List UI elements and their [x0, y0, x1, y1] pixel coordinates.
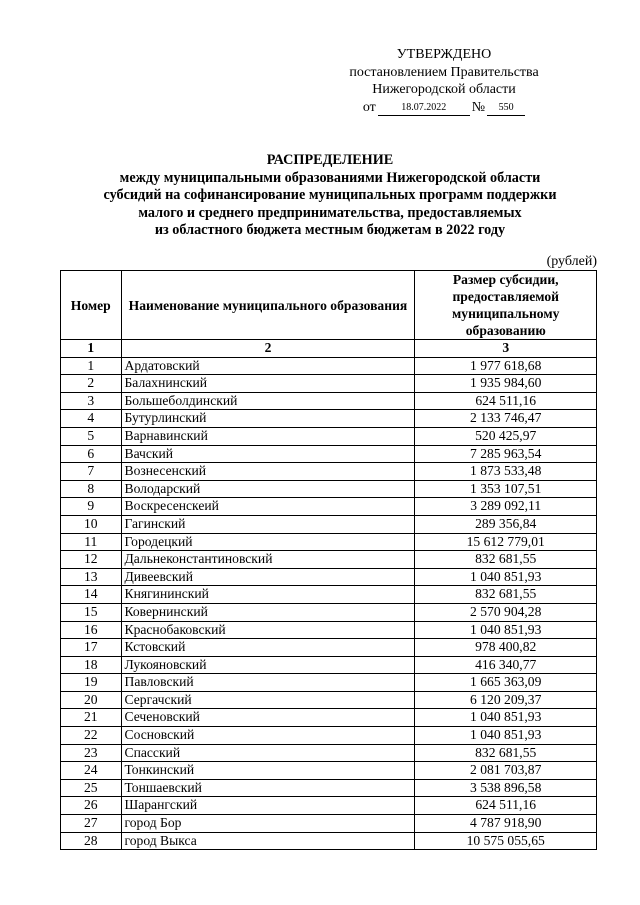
row-name: Сергачский	[121, 691, 415, 709]
table-row	[61, 375, 597, 393]
table-row	[61, 691, 597, 709]
row-number: 21	[61, 709, 122, 727]
title-line-1: РАСПРЕДЕЛЕНИЕ	[266, 152, 394, 168]
table-body	[61, 340, 597, 850]
row-number: 23	[61, 744, 122, 762]
table-row	[61, 445, 597, 463]
row-name: Павловский	[121, 674, 415, 692]
row-number: 8	[61, 480, 122, 498]
row-amount: 10 575 055,65	[415, 832, 597, 850]
column-number-row	[61, 340, 597, 358]
row-name: Бутурлинский	[121, 410, 415, 428]
row-number: 11	[61, 533, 122, 551]
row-name: Спасский	[121, 744, 415, 762]
table-row	[61, 392, 597, 410]
row-name: Ардатовский	[121, 357, 415, 375]
row-number: 28	[61, 832, 122, 850]
title-line-4: малого и среднего предпринимательства, предоставляемых	[138, 204, 522, 221]
column-number-2: 2	[121, 340, 415, 358]
row-number: 1	[61, 357, 122, 375]
row-number: 17	[61, 639, 122, 657]
row-amount: 1 040 851,93	[415, 727, 597, 745]
table-header-row	[61, 271, 597, 340]
table-row	[61, 779, 597, 797]
row-name: Большеболдинский	[121, 392, 415, 410]
row-amount: 832 681,55	[415, 551, 597, 569]
row-name: Балахнинский	[121, 375, 415, 393]
from-label: от	[362, 99, 376, 115]
header-name: Наименование муниципального образования	[121, 271, 415, 340]
title-line-3: субсидий на софинансирование муниципальных программ поддержки	[103, 187, 557, 204]
row-number: 13	[61, 568, 122, 586]
row-number: 19	[61, 674, 122, 692]
table-row	[61, 674, 597, 692]
row-number: 14	[61, 586, 122, 604]
row-number: 15	[61, 603, 122, 621]
row-name: Варнавинский	[121, 427, 415, 445]
row-amount: 7 285 963,54	[415, 445, 597, 463]
row-amount: 3 538 896,58	[415, 779, 597, 797]
table-row	[61, 603, 597, 621]
approval-number: 550	[487, 102, 525, 116]
table-row	[61, 586, 597, 604]
table-row	[61, 410, 597, 428]
row-number: 22	[61, 727, 122, 745]
row-name: Кстовский	[121, 639, 415, 657]
number-label: №	[471, 99, 486, 115]
row-name: Краснобаковский	[121, 621, 415, 639]
table-row	[61, 480, 597, 498]
row-name: Шарангский	[121, 797, 415, 815]
table-row	[61, 621, 597, 639]
row-amount: 6 120 209,37	[415, 691, 597, 709]
row-amount: 624 511,16	[415, 392, 597, 410]
row-name: Тонкинский	[121, 762, 415, 780]
row-number: 27	[61, 815, 122, 833]
row-number: 2	[61, 375, 122, 393]
row-name: Дивеевский	[121, 568, 415, 586]
column-number-1: 1	[61, 340, 122, 358]
row-name: Тоншаевский	[121, 779, 415, 797]
row-amount: 978 400,82	[415, 639, 597, 657]
table-row	[61, 797, 597, 815]
table-row	[61, 709, 597, 727]
row-name: Ковернинский	[121, 603, 415, 621]
table-row	[61, 515, 597, 533]
table-row	[61, 815, 597, 833]
row-name: Воскресенскеий	[121, 498, 415, 516]
table-row	[61, 832, 597, 850]
approval-date: 18.07.2022	[378, 102, 470, 116]
row-name: Вачский	[121, 445, 415, 463]
row-amount: 2 570 904,28	[415, 603, 597, 621]
row-number: 12	[61, 551, 122, 569]
row-number: 7	[61, 463, 122, 481]
table-row	[61, 762, 597, 780]
header-amount: Размер субсидии, предоставляемой муниципальному образованию	[415, 271, 597, 340]
row-name: Городецкий	[121, 533, 415, 551]
row-number: 4	[61, 410, 122, 428]
row-amount: 832 681,55	[415, 744, 597, 762]
document-title	[60, 152, 600, 240]
approval-stamp	[330, 46, 558, 116]
row-amount: 416 340,77	[415, 656, 597, 674]
row-number: 9	[61, 498, 122, 516]
row-name: Вознесенский	[121, 463, 415, 481]
title-line-5: из областного бюджета местным бюджетам в 2022 году	[154, 222, 506, 239]
row-amount: 624 511,16	[415, 797, 597, 815]
row-name: город Выкса	[121, 832, 415, 850]
row-amount: 1 040 851,93	[415, 568, 597, 586]
subsidy-table	[60, 270, 597, 850]
row-amount: 4 787 918,90	[415, 815, 597, 833]
row-name: город Бор	[121, 815, 415, 833]
row-amount: 289 356,84	[415, 515, 597, 533]
row-name: Дальнеконстантиновский	[121, 551, 415, 569]
row-name: Гагинский	[121, 515, 415, 533]
row-number: 26	[61, 797, 122, 815]
row-amount: 832 681,55	[415, 586, 597, 604]
table-row	[61, 639, 597, 657]
row-number: 10	[61, 515, 122, 533]
approval-heading: УТВЕРЖДЕНО	[396, 47, 492, 62]
row-amount: 2 133 746,47	[415, 410, 597, 428]
table-row	[61, 744, 597, 762]
table-row	[61, 727, 597, 745]
row-number: 16	[61, 621, 122, 639]
table-row	[61, 533, 597, 551]
table-row	[61, 498, 597, 516]
row-name: Лукояновский	[121, 656, 415, 674]
row-name: Сеченовский	[121, 709, 415, 727]
table-row	[61, 656, 597, 674]
approval-date-line	[330, 99, 558, 117]
row-amount: 1 873 533,48	[415, 463, 597, 481]
table-row	[61, 427, 597, 445]
row-amount: 520 425,97	[415, 427, 597, 445]
title-line-2: между муниципальными образованиями Нижегородской области	[119, 169, 541, 186]
row-amount: 1 977 618,68	[415, 357, 597, 375]
row-number: 6	[61, 445, 122, 463]
row-number: 20	[61, 691, 122, 709]
row-number: 24	[61, 762, 122, 780]
row-name: Княгининский	[121, 586, 415, 604]
table-row	[61, 551, 597, 569]
table-row	[61, 568, 597, 586]
row-number: 5	[61, 427, 122, 445]
approval-region: Нижегородской области	[372, 82, 516, 97]
row-number: 3	[61, 392, 122, 410]
row-amount: 1 353 107,51	[415, 480, 597, 498]
table-row	[61, 357, 597, 375]
header-number: Номер	[61, 271, 122, 340]
approval-by-decree: постановлением Правительства	[349, 64, 539, 80]
row-amount: 1 665 363,09	[415, 674, 597, 692]
row-name: Сосновский	[121, 727, 415, 745]
row-amount: 2 081 703,87	[415, 762, 597, 780]
row-amount: 3 289 092,11	[415, 498, 597, 516]
row-name: Володарский	[121, 480, 415, 498]
row-number: 18	[61, 656, 122, 674]
row-amount: 1 040 851,93	[415, 709, 597, 727]
row-amount: 1 935 984,60	[415, 375, 597, 393]
column-number-3: 3	[415, 340, 597, 358]
row-amount: 15 612 779,01	[415, 533, 597, 551]
table-row	[61, 463, 597, 481]
row-number: 25	[61, 779, 122, 797]
row-amount: 1 040 851,93	[415, 621, 597, 639]
units-label: (рублей)	[546, 254, 597, 269]
